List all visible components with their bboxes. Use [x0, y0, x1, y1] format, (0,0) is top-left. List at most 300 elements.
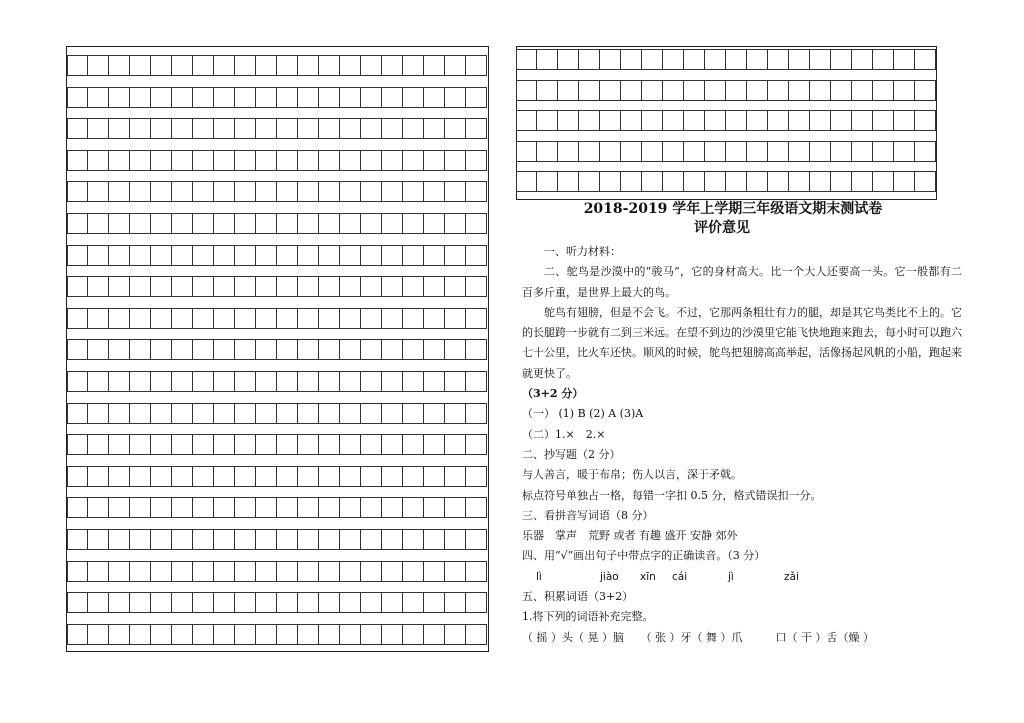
grid-cell	[151, 562, 172, 581]
grid-cell	[151, 277, 172, 296]
grid-cell	[151, 214, 172, 233]
grid-cell	[579, 50, 600, 69]
grid-cell	[445, 119, 466, 138]
grid-cell	[151, 404, 172, 423]
grid-cell	[747, 50, 768, 69]
grid-cell	[67, 404, 88, 423]
grid-cell	[88, 182, 109, 201]
grid-cell	[172, 56, 193, 75]
grid-cell	[558, 81, 579, 100]
grid-cell	[403, 88, 424, 107]
grid-cell	[319, 467, 340, 486]
listening-heading: 一、听力材料：	[544, 245, 621, 258]
grid-cell	[642, 172, 663, 191]
grid-cell	[558, 111, 579, 130]
grid-cell	[382, 593, 403, 612]
grid-cell	[424, 214, 445, 233]
grid-cell	[256, 182, 277, 201]
grid-cell	[193, 467, 214, 486]
grid-cell	[684, 81, 705, 100]
grid-cell	[109, 56, 130, 75]
grid-cell	[747, 111, 768, 130]
grid-cell	[466, 498, 487, 517]
grid-row	[67, 87, 487, 108]
grid-cell	[424, 119, 445, 138]
grid-cell	[726, 142, 747, 161]
grid-cell	[277, 309, 298, 328]
grid-cell	[172, 498, 193, 517]
grid-cell	[894, 172, 915, 191]
grid-cell	[151, 56, 172, 75]
grid-row	[67, 339, 487, 360]
grid-cell	[831, 142, 852, 161]
grid-cell	[466, 277, 487, 296]
grid-cell	[298, 593, 319, 612]
grid-cell	[621, 111, 642, 130]
grid-cell	[235, 467, 256, 486]
grid-cell	[852, 142, 873, 161]
grid-cell	[466, 246, 487, 265]
grid-cell	[256, 119, 277, 138]
grid-cell	[193, 340, 214, 359]
grid-cell	[466, 88, 487, 107]
grid-cell	[340, 498, 361, 517]
grid-cell	[852, 81, 873, 100]
grid-cell	[67, 119, 88, 138]
grid-cell	[214, 530, 235, 549]
grid-cell	[466, 562, 487, 581]
grid-row	[67, 150, 487, 171]
grid-cell	[340, 309, 361, 328]
tick-answer: cái	[672, 570, 688, 583]
grid-cell	[130, 309, 151, 328]
grid-cell	[319, 625, 340, 644]
grid-cell	[235, 88, 256, 107]
grid-cell	[172, 151, 193, 170]
accumulate-question-1: 1.将下列的词语补充完整。	[522, 610, 654, 624]
grid-cell	[382, 340, 403, 359]
grid-cell	[537, 50, 558, 69]
grid-cell	[466, 309, 487, 328]
grid-cell	[382, 467, 403, 486]
grid-cell	[88, 625, 109, 644]
grid-cell	[600, 172, 621, 191]
grid-cell	[705, 111, 726, 130]
grid-cell	[852, 111, 873, 130]
grid-cell	[130, 119, 151, 138]
grid-cell	[424, 593, 445, 612]
grid-cell	[88, 309, 109, 328]
grid-cell	[621, 142, 642, 161]
grid-cell	[277, 435, 298, 454]
grid-cell	[298, 404, 319, 423]
grid-cell	[88, 151, 109, 170]
grid-cell	[193, 404, 214, 423]
grid-cell	[151, 309, 172, 328]
grid-cell	[537, 142, 558, 161]
grid-cell	[705, 81, 726, 100]
grid-cell	[684, 142, 705, 161]
grid-cell	[621, 172, 642, 191]
grid-cell	[382, 309, 403, 328]
grid-cell	[151, 151, 172, 170]
grid-cell	[831, 81, 852, 100]
grid-cell	[172, 593, 193, 612]
grid-cell	[151, 372, 172, 391]
grid-cell	[319, 530, 340, 549]
grid-cell	[403, 467, 424, 486]
grid-cell	[747, 81, 768, 100]
grid-cell	[130, 562, 151, 581]
grid-cell	[789, 50, 810, 69]
grid-cell	[109, 530, 130, 549]
grid-cell	[298, 246, 319, 265]
grid-cell	[424, 562, 445, 581]
grid-cell	[256, 372, 277, 391]
grid-cell	[558, 172, 579, 191]
grid-cell	[445, 562, 466, 581]
grid-cell	[382, 119, 403, 138]
grid-cell	[109, 593, 130, 612]
grid-cell	[88, 498, 109, 517]
grid-cell	[340, 151, 361, 170]
grid-cell	[319, 404, 340, 423]
grid-cell	[214, 404, 235, 423]
grid-cell	[256, 246, 277, 265]
grid-cell	[235, 214, 256, 233]
grid-cell	[466, 625, 487, 644]
grid-cell	[516, 111, 537, 130]
grid-cell	[214, 88, 235, 107]
grid-cell	[382, 372, 403, 391]
grid-cell	[67, 277, 88, 296]
grid-cell	[172, 119, 193, 138]
grid-cell	[235, 593, 256, 612]
grid-cell	[109, 246, 130, 265]
grid-cell	[109, 435, 130, 454]
grid-cell	[445, 88, 466, 107]
grid-cell	[67, 593, 88, 612]
grid-cell	[445, 214, 466, 233]
grid-cell	[319, 88, 340, 107]
grid-cell	[466, 182, 487, 201]
grid-cell	[361, 277, 382, 296]
grid-cell	[424, 467, 445, 486]
grid-cell	[214, 625, 235, 644]
grid-cell	[361, 562, 382, 581]
right-writing-grid-sheet	[516, 46, 937, 200]
grid-cell	[445, 593, 466, 612]
grid-cell	[67, 309, 88, 328]
grid-cell	[151, 435, 172, 454]
grid-cell	[298, 467, 319, 486]
grid-cell	[424, 277, 445, 296]
grid-cell	[319, 182, 340, 201]
grid-cell	[445, 56, 466, 75]
grid-cell	[172, 277, 193, 296]
grid-cell	[256, 277, 277, 296]
grid-cell	[361, 56, 382, 75]
grid-cell	[67, 625, 88, 644]
grid-cell	[235, 530, 256, 549]
grid-cell	[537, 111, 558, 130]
grid-cell	[256, 498, 277, 517]
grid-cell	[382, 151, 403, 170]
grid-row	[67, 624, 487, 645]
grid-cell	[789, 142, 810, 161]
grid-cell	[726, 81, 747, 100]
grid-cell	[445, 435, 466, 454]
grid-cell	[361, 404, 382, 423]
grid-cell	[235, 56, 256, 75]
grid-cell	[298, 119, 319, 138]
grid-cell	[235, 562, 256, 581]
grid-cell	[516, 172, 537, 191]
grid-cell	[600, 81, 621, 100]
grid-cell	[67, 214, 88, 233]
grid-cell	[382, 88, 403, 107]
grid-cell	[151, 182, 172, 201]
copy-heading: 二、抄写题（2 分）	[522, 447, 621, 461]
grid-cell	[319, 56, 340, 75]
grid-cell	[516, 142, 537, 161]
grid-cell	[319, 562, 340, 581]
grid-cell	[277, 530, 298, 549]
tick-answer: jì	[728, 570, 734, 583]
grid-cell	[424, 404, 445, 423]
grid-cell	[403, 182, 424, 201]
grid-cell	[642, 50, 663, 69]
grid-cell	[319, 246, 340, 265]
grid-cell	[424, 372, 445, 391]
grid-cell	[214, 56, 235, 75]
grid-cell	[130, 404, 151, 423]
grid-cell	[109, 625, 130, 644]
grid-cell	[109, 151, 130, 170]
grid-cell	[67, 340, 88, 359]
left-writing-grid-sheet	[66, 46, 489, 652]
grid-cell	[88, 246, 109, 265]
accumulate-heading: 五、积累词语（3+2）	[522, 590, 634, 604]
grid-cell	[424, 151, 445, 170]
grid-cell	[256, 56, 277, 75]
grid-cell	[193, 309, 214, 328]
grid-cell	[88, 530, 109, 549]
grid-row	[67, 276, 487, 297]
grid-cell	[768, 111, 789, 130]
grid-cell	[172, 372, 193, 391]
grid-cell	[894, 50, 915, 69]
grid-cell	[109, 309, 130, 328]
grid-cell	[256, 625, 277, 644]
grid-cell	[424, 498, 445, 517]
grid-row	[67, 181, 487, 202]
grid-cell	[298, 562, 319, 581]
grid-cell	[466, 467, 487, 486]
grid-cell	[130, 56, 151, 75]
grid-cell	[130, 88, 151, 107]
grid-cell	[193, 246, 214, 265]
grid-cell	[298, 625, 319, 644]
grid-cell	[810, 142, 831, 161]
grid-cell	[894, 81, 915, 100]
grid-cell	[109, 277, 130, 296]
answer-key-panel	[522, 200, 962, 648]
grid-cell	[88, 88, 109, 107]
grid-cell	[873, 111, 894, 130]
grid-cell	[67, 530, 88, 549]
grid-cell	[403, 277, 424, 296]
grid-cell	[558, 50, 579, 69]
grid-cell	[403, 372, 424, 391]
grid-cell	[403, 498, 424, 517]
grid-cell	[382, 214, 403, 233]
grid-cell	[193, 593, 214, 612]
grid-cell	[298, 309, 319, 328]
grid-cell	[466, 593, 487, 612]
grid-cell	[319, 119, 340, 138]
grid-cell	[319, 340, 340, 359]
grid-cell	[151, 530, 172, 549]
grid-cell	[747, 142, 768, 161]
grid-cell	[382, 246, 403, 265]
grid-cell	[151, 467, 172, 486]
grid-cell	[67, 246, 88, 265]
grid-cell	[852, 172, 873, 191]
grid-cell	[67, 372, 88, 391]
grid-cell	[235, 277, 256, 296]
grid-cell	[319, 593, 340, 612]
grid-cell	[130, 151, 151, 170]
grid-cell	[466, 530, 487, 549]
grid-cell	[193, 498, 214, 517]
grid-cell	[235, 625, 256, 644]
grid-cell	[193, 88, 214, 107]
grid-cell	[88, 593, 109, 612]
grid-cell	[873, 81, 894, 100]
grid-cell	[172, 530, 193, 549]
grid-cell	[256, 88, 277, 107]
grid-cell	[298, 182, 319, 201]
grid-cell	[151, 246, 172, 265]
grid-cell	[768, 81, 789, 100]
grid-cell	[256, 593, 277, 612]
grid-cell	[894, 142, 915, 161]
grid-cell	[130, 498, 151, 517]
accumulate-answers: （ 摇 ）头（ 晃 ）脑 （ 张 ）牙（ 舞 ）爪 口（ 干 ）舌（燥 ）	[522, 630, 874, 644]
copy-rule: 标点符号单独占一格，每错一字扣 0.5 分，格式错误扣一分。	[522, 488, 822, 502]
grid-cell	[382, 182, 403, 201]
grid-cell	[663, 111, 684, 130]
grid-cell	[109, 404, 130, 423]
grid-cell	[256, 562, 277, 581]
grid-cell	[361, 372, 382, 391]
grid-row	[516, 110, 936, 131]
grid-cell	[361, 151, 382, 170]
grid-cell	[256, 467, 277, 486]
grid-cell	[235, 119, 256, 138]
grid-cell	[726, 172, 747, 191]
grid-cell	[277, 246, 298, 265]
grid-cell	[340, 182, 361, 201]
grid-cell	[172, 625, 193, 644]
grid-cell	[172, 214, 193, 233]
grid-cell	[109, 562, 130, 581]
grid-cell	[466, 372, 487, 391]
grid-cell	[810, 111, 831, 130]
grid-cell	[810, 172, 831, 191]
grid-row	[67, 245, 487, 266]
grid-cell	[340, 119, 361, 138]
grid-cell	[109, 467, 130, 486]
grid-cell	[319, 309, 340, 328]
grid-cell	[915, 142, 936, 161]
grid-cell	[915, 111, 936, 130]
grid-cell	[403, 625, 424, 644]
grid-cell	[445, 467, 466, 486]
grid-cell	[424, 246, 445, 265]
grid-cell	[361, 467, 382, 486]
grid-cell	[789, 81, 810, 100]
grid-cell	[361, 498, 382, 517]
grid-cell	[382, 625, 403, 644]
grid-cell	[319, 277, 340, 296]
grid-cell	[382, 530, 403, 549]
grid-cell	[466, 404, 487, 423]
grid-cell	[256, 309, 277, 328]
grid-cell	[915, 50, 936, 69]
grid-cell	[466, 56, 487, 75]
grid-cell	[172, 88, 193, 107]
grid-cell	[361, 593, 382, 612]
grid-cell	[193, 56, 214, 75]
grid-cell	[88, 340, 109, 359]
grid-cell	[579, 81, 600, 100]
grid-cell	[768, 142, 789, 161]
tick-answer: xīn	[640, 570, 656, 583]
grid-cell	[361, 119, 382, 138]
grid-cell	[235, 404, 256, 423]
grid-cell	[256, 404, 277, 423]
grid-row	[67, 466, 487, 487]
grid-cell	[277, 151, 298, 170]
grid-cell	[340, 562, 361, 581]
grid-cell	[466, 435, 487, 454]
grid-cell	[340, 625, 361, 644]
grid-cell	[873, 50, 894, 69]
grid-cell	[88, 467, 109, 486]
grid-cell	[172, 404, 193, 423]
tick-heading: 四、用“√”画出句子中带点字的正确读音。（3 分）	[522, 549, 766, 563]
grid-cell	[130, 214, 151, 233]
grid-cell	[424, 182, 445, 201]
grid-row	[516, 49, 936, 70]
grid-cell	[340, 214, 361, 233]
grid-cell	[256, 151, 277, 170]
grid-cell	[88, 56, 109, 75]
grid-cell	[109, 340, 130, 359]
grid-row	[516, 171, 936, 192]
grid-cell	[172, 562, 193, 581]
grid-cell	[466, 151, 487, 170]
grid-cell	[466, 340, 487, 359]
grid-cell	[277, 182, 298, 201]
grid-cell	[109, 182, 130, 201]
grid-cell	[621, 50, 642, 69]
grid-cell	[172, 435, 193, 454]
tick-answer: lì	[536, 570, 542, 583]
grid-cell	[600, 50, 621, 69]
